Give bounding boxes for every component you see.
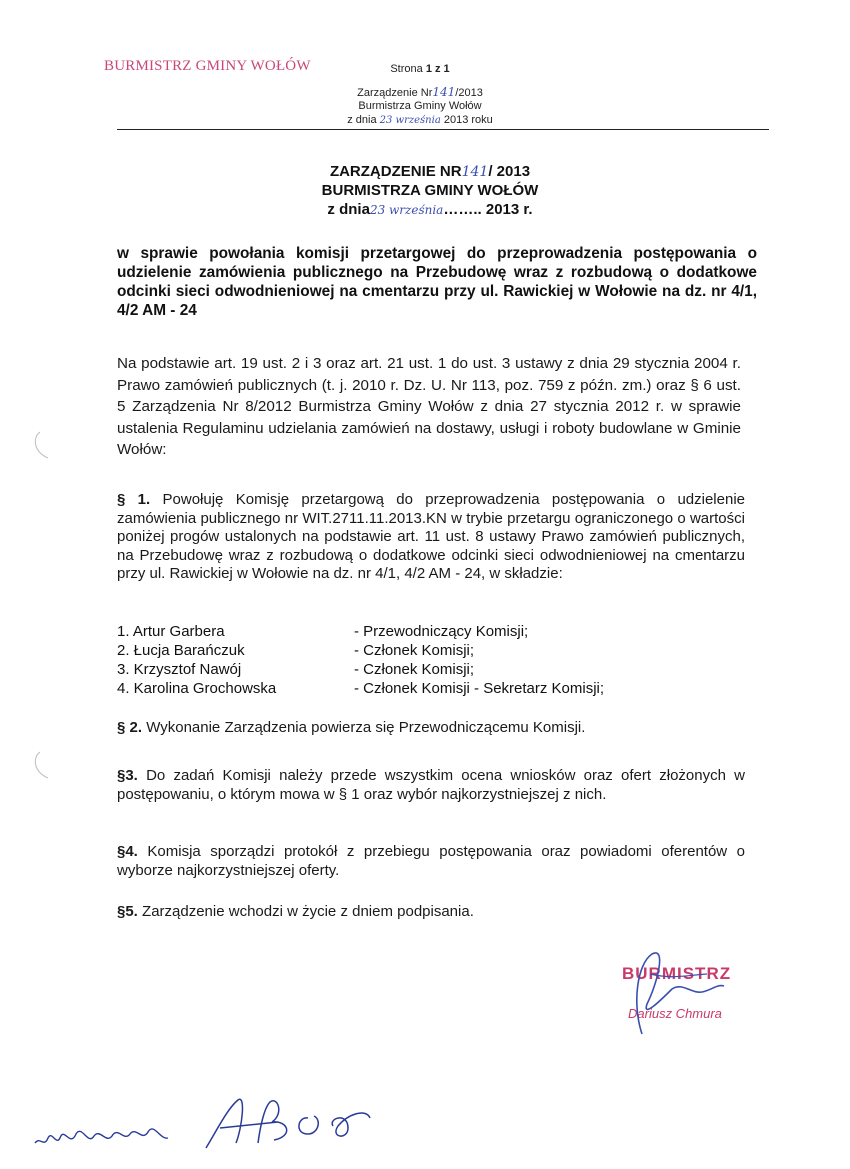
member-name: 3. Krzysztof Nawój xyxy=(117,661,242,678)
handwritten-date: 23 września xyxy=(369,203,444,217)
section-3-text: Do zadań Komisji należy przede wszystkim ocena wniosków oraz ofert złożonych w postępowaniu, o którym mowa w § 1 oraz wybór najkorzystniejszej z nich. xyxy=(117,767,745,803)
section-2 xyxy=(117,719,745,738)
mayor-stamp-name: Dariusz Chmura xyxy=(628,1006,722,1021)
section-2-text: Wykonanie Zarządzenia powierza się Przewodniczącemu Komisji. xyxy=(146,719,586,736)
section-5-text: Zarządzenie wchodzi w życie z dniem podpisania. xyxy=(142,903,474,920)
list-item xyxy=(117,679,604,698)
member-name: 4. Karolina Grochowska xyxy=(117,680,277,697)
title-date-year: …….. 2013 r. xyxy=(443,201,533,218)
section-1-label: § 1. xyxy=(117,491,151,508)
doc-title-line2: BURMISTRZA GMINY WOŁÓW xyxy=(321,182,539,199)
committee-members xyxy=(117,622,604,698)
handwritten-initials-left xyxy=(30,1108,180,1158)
legal-basis: Na podstawie art. 19 ust. 2 i 3 oraz art. 21 ust. 1 do ust. 3 ustawy z dnia 29 stycznia 2004 r. Prawo zamówień publicznych (t. j. 2010 r. Dz. U. Nr 113, poz. 759 z późn. zm.) oraz § 6 ust. 5 Zarządzenia Nr 8/2012 Burmistrza Gminy Wołów z dnia 27 stycznia 2012 r. w sprawie ustalenia Regulaminu udzielania zamówień na dostawy, usługi i roboty budowlane w Gminie Wołów: xyxy=(117,355,741,459)
member-role: - Członek Komisji; xyxy=(354,642,475,659)
section-5-label: §5. xyxy=(117,903,138,920)
mayor-signature xyxy=(612,944,732,1044)
office-stamp: BURMISTRZ GMINY WOŁÓW xyxy=(104,58,311,74)
handwritten-date-small: 23 września xyxy=(379,115,441,126)
page-number: 1 z 1 xyxy=(425,63,450,75)
page-indicator xyxy=(300,62,540,76)
section-3 xyxy=(117,767,745,804)
title-label: ZARZĄDZENIE NR xyxy=(329,163,462,180)
member-name: 1. Artur Garbera xyxy=(117,623,225,640)
section-1-text: Powołuję Komisję przetargową do przeprowadzenia postępowania o udzielenie zamówienia publicznego nr WIT.2711.11.2013.KN w trybie przetargu ograniczonego o wartości poniżej progów ustalonych na podstawie art. 11 ust. 8 ustawy Prawo zamówień publicznych, na Przebudowę wraz z rozbudową o dodatkowe odcinki sieci odwodnieniowej na cmentarzu przy ul. Rawickiej w Wołowie na dz. nr 4/1, 4/2 AM - 24, w składzie: xyxy=(117,491,745,582)
doc-title-line3 xyxy=(180,201,680,219)
punch-hole-mark xyxy=(28,428,68,464)
ref-nr-label: Zarządzenie Nr xyxy=(357,87,433,99)
title-year: / 2013 xyxy=(488,163,531,180)
list-item xyxy=(117,622,604,641)
member-role: - Przewodniczący Komisji; xyxy=(354,623,529,640)
member-role: - Członek Komisji; xyxy=(354,661,475,678)
section-1 xyxy=(117,491,745,584)
ref-date-year: 2013 roku xyxy=(443,114,493,126)
section-2-label: § 2. xyxy=(117,719,143,736)
list-item xyxy=(117,660,604,679)
handwritten-number: 141 xyxy=(461,164,489,180)
list-item xyxy=(117,641,604,660)
punch-hole-mark xyxy=(28,748,68,784)
ref-line-1 xyxy=(300,85,540,100)
section-3-label: §3. xyxy=(117,767,138,784)
section-5 xyxy=(117,903,745,922)
section-4-label: §4. xyxy=(117,843,138,860)
ref-year: /2013 xyxy=(455,87,483,99)
handwritten-signature-bottom xyxy=(198,1088,378,1158)
member-role: - Członek Komisji - Sekretarz Komisji; xyxy=(354,680,605,697)
title-date-label: z dnia xyxy=(327,201,370,218)
ref-line-3 xyxy=(300,113,540,128)
section-4-text: Komisja sporządzi protokół z przebiegu postępowania oraz powiadomi oferentów o wyborze najkorzystniejszej oferty. xyxy=(117,843,745,879)
doc-subject: w sprawie powołania komisji przetargowej do przeprowadzenia postępowania o udzielenie zamówienia publicznego na Przebudowę wraz z rozbudową o dodatkowe odcinki sieci odwodnieniowej na cmentarzu przy ul. Rawickiej w Wołowie na dz. nr 4/1, 4/2 AM - 24 xyxy=(117,245,757,319)
header-divider xyxy=(117,129,769,130)
handwritten-number-small: 141 xyxy=(432,85,456,99)
ref-date-label: z dnia xyxy=(347,114,377,126)
mayor-stamp-title: BURMISTRZ xyxy=(622,964,732,983)
member-name: 2. Łucja Barańczuk xyxy=(117,642,245,659)
ref-line-2: Burmistrza Gminy Wołów xyxy=(358,100,482,112)
page-label: Strona xyxy=(390,63,423,75)
section-4 xyxy=(117,843,745,880)
doc-title-line1 xyxy=(180,163,680,181)
